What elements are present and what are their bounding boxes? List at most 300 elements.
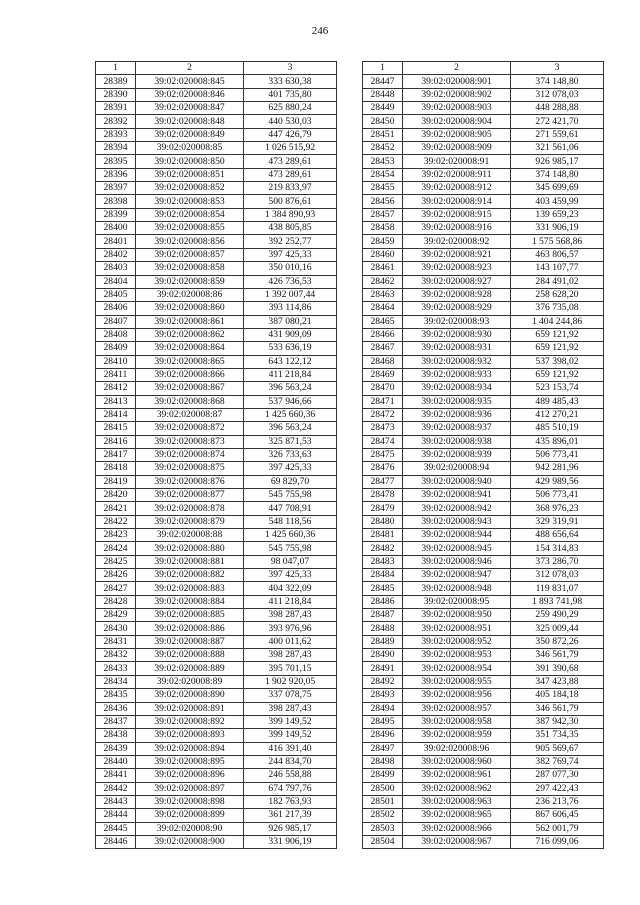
table-row [363, 515, 604, 528]
row-number-cell: 28405 [96, 288, 136, 301]
table-row [96, 489, 337, 502]
value-cell: 867 606,45 [511, 809, 604, 822]
value-cell: 350 010,16 [244, 262, 337, 275]
table-row [363, 75, 604, 88]
value-cell: 537 946,66 [244, 395, 337, 408]
value-cell: 926 985,17 [511, 155, 604, 168]
value-cell: 398 287,43 [244, 702, 337, 715]
value-cell: 350 872,26 [511, 635, 604, 648]
table-row [96, 595, 337, 608]
table-row [363, 822, 604, 835]
cadastral-number-cell: 39:02:020008:846 [136, 88, 244, 101]
row-number-cell: 28416 [96, 435, 136, 448]
row-number-cell: 28483 [363, 555, 403, 568]
row-number-cell: 28432 [96, 649, 136, 662]
cadastral-number-cell: 39:02:020008:86 [136, 288, 244, 301]
cadastral-number-cell: 39:02:020008:902 [403, 88, 511, 101]
cadastral-number-cell: 39:02:020008:923 [403, 262, 511, 275]
cadastral-number-cell: 39:02:020008:91 [403, 155, 511, 168]
cadastral-number-cell: 39:02:020008:854 [136, 208, 244, 221]
cadastral-number-cell: 39:02:020008:868 [136, 395, 244, 408]
cadastral-number-cell: 39:02:020008:935 [403, 395, 511, 408]
row-number-cell: 28497 [363, 742, 403, 755]
value-cell: 154 314,83 [511, 542, 604, 555]
cadastral-number-cell: 39:02:020008:889 [136, 662, 244, 675]
value-cell: 431 909,09 [244, 328, 337, 341]
row-number-cell: 28391 [96, 102, 136, 115]
row-number-cell: 28413 [96, 395, 136, 408]
value-cell: 391 390,68 [511, 662, 604, 675]
cadastral-number-cell: 39:02:020008:933 [403, 368, 511, 381]
column-header: 1 [363, 62, 403, 75]
value-cell: 382 769,74 [511, 755, 604, 768]
table-row [363, 502, 604, 515]
cadastral-number-cell: 39:02:020008:872 [136, 422, 244, 435]
row-number-cell: 28452 [363, 142, 403, 155]
cadastral-number-cell: 39:02:020008:878 [136, 502, 244, 515]
cadastral-number-cell: 39:02:020008:93 [403, 315, 511, 328]
table-row [363, 715, 604, 728]
table-row [96, 302, 337, 315]
row-number-cell: 28466 [363, 328, 403, 341]
row-number-cell: 28464 [363, 302, 403, 315]
row-number-cell: 28439 [96, 742, 136, 755]
row-number-cell: 28404 [96, 275, 136, 288]
table-row [96, 288, 337, 301]
cadastral-number-cell: 39:02:020008:928 [403, 288, 511, 301]
value-cell: 374 148,80 [511, 75, 604, 88]
table-row [363, 128, 604, 141]
value-cell: 489 485,43 [511, 395, 604, 408]
cadastral-number-cell: 39:02:020008:938 [403, 435, 511, 448]
cadastral-number-cell: 39:02:020008:914 [403, 195, 511, 208]
row-number-cell: 28498 [363, 755, 403, 768]
row-number-cell: 28470 [363, 382, 403, 395]
table-row [363, 529, 604, 542]
row-number-cell: 28453 [363, 155, 403, 168]
value-cell: 400 011,62 [244, 635, 337, 648]
cadastral-number-cell: 39:02:020008:945 [403, 542, 511, 555]
column-header: 2 [403, 62, 511, 75]
column-header: 3 [244, 62, 337, 75]
table-row [363, 222, 604, 235]
row-number-cell: 28472 [363, 408, 403, 421]
cadastral-number-cell: 39:02:020008:962 [403, 782, 511, 795]
row-number-cell: 28440 [96, 755, 136, 768]
cadastral-number-cell: 39:02:020008:877 [136, 489, 244, 502]
table-row [363, 262, 604, 275]
cadastral-number-cell: 39:02:020008:89 [136, 675, 244, 688]
value-cell: 548 118,56 [244, 515, 337, 528]
row-number-cell: 28493 [363, 689, 403, 702]
cadastral-number-cell: 39:02:020008:887 [136, 635, 244, 648]
table-row [363, 328, 604, 341]
cadastral-number-cell: 39:02:020008:955 [403, 675, 511, 688]
cadastral-number-cell: 39:02:020008:921 [403, 248, 511, 261]
cadastral-number-cell: 39:02:020008:950 [403, 609, 511, 622]
table-row [363, 675, 604, 688]
value-cell: 98 047,07 [244, 555, 337, 568]
value-cell: 346 561,79 [511, 702, 604, 715]
row-number-cell: 28454 [363, 168, 403, 181]
table-row [96, 769, 337, 782]
header-row [363, 62, 604, 75]
table-row [96, 195, 337, 208]
table-row [363, 582, 604, 595]
row-number-cell: 28488 [363, 622, 403, 635]
row-number-cell: 28436 [96, 702, 136, 715]
table-row [363, 408, 604, 421]
cadastral-number-cell: 39:02:020008:961 [403, 769, 511, 782]
value-cell: 545 755,98 [244, 542, 337, 555]
value-cell: 392 252,77 [244, 235, 337, 248]
row-number-cell: 28443 [96, 795, 136, 808]
value-cell: 545 755,98 [244, 489, 337, 502]
table-row [96, 622, 337, 635]
row-number-cell: 28446 [96, 835, 136, 848]
row-number-cell: 28425 [96, 555, 136, 568]
table-row [96, 408, 337, 421]
table-row [96, 755, 337, 768]
cadastral-number-cell: 39:02:020008:930 [403, 328, 511, 341]
cadastral-number-cell: 39:02:020008:845 [136, 75, 244, 88]
table-row [363, 195, 604, 208]
cadastral-number-cell: 39:02:020008:903 [403, 102, 511, 115]
value-cell: 438 805,85 [244, 222, 337, 235]
value-cell: 271 559,61 [511, 128, 604, 141]
row-number-cell: 28501 [363, 795, 403, 808]
value-cell: 143 107,77 [511, 262, 604, 275]
value-cell: 523 153,74 [511, 382, 604, 395]
table-row [363, 609, 604, 622]
cadastral-number-cell: 39:02:020008:884 [136, 595, 244, 608]
table-row [96, 569, 337, 582]
table-row [363, 569, 604, 582]
value-cell: 397 425,33 [244, 462, 337, 475]
row-number-cell: 28427 [96, 582, 136, 595]
table-row [363, 155, 604, 168]
row-number-cell: 28445 [96, 822, 136, 835]
table-row [363, 208, 604, 221]
row-number-cell: 28485 [363, 582, 403, 595]
value-cell: 297 422,43 [511, 782, 604, 795]
row-number-cell: 28442 [96, 782, 136, 795]
value-cell: 659 121,92 [511, 342, 604, 355]
cadastral-number-cell: 39:02:020008:96 [403, 742, 511, 755]
table-row [96, 515, 337, 528]
row-number-cell: 28484 [363, 569, 403, 582]
cadastral-number-cell: 39:02:020008:90 [136, 822, 244, 835]
value-cell: 387 080,21 [244, 315, 337, 328]
value-cell: 361 217,39 [244, 809, 337, 822]
table-row [363, 769, 604, 782]
value-cell: 244 834,70 [244, 755, 337, 768]
table-row [96, 822, 337, 835]
page-number: 246 [311, 25, 329, 37]
cadastral-number-cell: 39:02:020008:864 [136, 342, 244, 355]
row-number-cell: 28456 [363, 195, 403, 208]
table-row [363, 635, 604, 648]
table-row [96, 422, 337, 435]
table-row [96, 715, 337, 728]
row-number-cell: 28411 [96, 368, 136, 381]
table-row [96, 475, 337, 488]
row-number-cell: 28458 [363, 222, 403, 235]
table-row [363, 182, 604, 195]
row-number-cell: 28469 [363, 368, 403, 381]
table-row [96, 115, 337, 128]
row-number-cell: 28480 [363, 515, 403, 528]
row-number-cell: 28414 [96, 408, 136, 421]
row-number-cell: 28486 [363, 595, 403, 608]
cadastral-number-cell: 39:02:020008:954 [403, 662, 511, 675]
value-cell: 374 148,80 [511, 168, 604, 181]
table-row [96, 222, 337, 235]
table-row [96, 609, 337, 622]
value-cell: 1 026 515,92 [244, 142, 337, 155]
value-cell: 506 773,41 [511, 448, 604, 461]
value-cell: 397 425,33 [244, 569, 337, 582]
cadastral-number-cell: 39:02:020008:883 [136, 582, 244, 595]
row-number-cell: 28389 [96, 75, 136, 88]
value-cell: 488 656,64 [511, 529, 604, 542]
cadastral-number-cell: 39:02:020008:953 [403, 649, 511, 662]
value-cell: 643 122,12 [244, 355, 337, 368]
cadastral-number-cell: 39:02:020008:882 [136, 569, 244, 582]
row-number-cell: 28482 [363, 542, 403, 555]
value-cell: 312 078,03 [511, 88, 604, 101]
value-cell: 1 384 890,93 [244, 208, 337, 221]
table-row [363, 448, 604, 461]
table-row [96, 582, 337, 595]
cadastral-number-cell: 39:02:020008:874 [136, 448, 244, 461]
row-number-cell: 28467 [363, 342, 403, 355]
row-number-cell: 28450 [363, 115, 403, 128]
table-row [96, 555, 337, 568]
value-cell: 347 423,88 [511, 675, 604, 688]
row-number-cell: 28434 [96, 675, 136, 688]
value-cell: 331 906,19 [511, 222, 604, 235]
row-number-cell: 28435 [96, 689, 136, 702]
row-number-cell: 28426 [96, 569, 136, 582]
cadastral-number-cell: 39:02:020008:851 [136, 168, 244, 181]
value-cell: 393 114,86 [244, 302, 337, 315]
table-row [363, 835, 604, 848]
value-cell: 397 425,33 [244, 248, 337, 261]
value-cell: 326 733,63 [244, 448, 337, 461]
table-row [96, 208, 337, 221]
row-number-cell: 28399 [96, 208, 136, 221]
value-cell: 246 558,88 [244, 769, 337, 782]
value-cell: 139 659,23 [511, 208, 604, 221]
row-number-cell: 28400 [96, 222, 136, 235]
row-number-cell: 28481 [363, 529, 403, 542]
value-cell: 448 288,88 [511, 102, 604, 115]
row-number-cell: 28418 [96, 462, 136, 475]
value-cell: 463 806,57 [511, 248, 604, 261]
value-cell: 321 561,06 [511, 142, 604, 155]
value-cell: 236 213,76 [511, 795, 604, 808]
table-row [96, 835, 337, 848]
value-cell: 416 391,40 [244, 742, 337, 755]
table-row [363, 795, 604, 808]
table-body-right [363, 75, 604, 849]
row-number-cell: 28502 [363, 809, 403, 822]
cadastral-number-cell: 39:02:020008:911 [403, 168, 511, 181]
row-number-cell: 28475 [363, 448, 403, 461]
row-number-cell: 28471 [363, 395, 403, 408]
cadastral-number-cell: 39:02:020008:957 [403, 702, 511, 715]
row-number-cell: 28487 [363, 609, 403, 622]
value-cell: 435 896,01 [511, 435, 604, 448]
row-number-cell: 28491 [363, 662, 403, 675]
cadastral-number-cell: 39:02:020008:965 [403, 809, 511, 822]
value-cell: 393 976,96 [244, 622, 337, 635]
table-row [363, 275, 604, 288]
row-number-cell: 28499 [363, 769, 403, 782]
header-row [96, 62, 337, 75]
row-number-cell: 28451 [363, 128, 403, 141]
table-row [96, 502, 337, 515]
row-number-cell: 28474 [363, 435, 403, 448]
value-cell: 333 630,38 [244, 75, 337, 88]
value-cell: 399 149,52 [244, 715, 337, 728]
value-cell: 562 001,79 [511, 822, 604, 835]
row-number-cell: 28459 [363, 235, 403, 248]
value-cell: 325 009,44 [511, 622, 604, 635]
value-cell: 1 392 007,44 [244, 288, 337, 301]
cadastral-number-cell: 39:02:020008:867 [136, 382, 244, 395]
row-number-cell: 28409 [96, 342, 136, 355]
table-row [96, 328, 337, 341]
cadastral-number-cell: 39:02:020008:963 [403, 795, 511, 808]
cadastral-number-cell: 39:02:020008:947 [403, 569, 511, 582]
table-body-left [96, 75, 337, 849]
value-cell: 287 077,30 [511, 769, 604, 782]
cadastral-number-cell: 39:02:020008:956 [403, 689, 511, 702]
cadastral-number-cell: 39:02:020008:937 [403, 422, 511, 435]
cadastral-number-cell: 39:02:020008:942 [403, 502, 511, 515]
value-cell: 1 425 660,36 [244, 529, 337, 542]
value-cell: 1 902 920,05 [244, 675, 337, 688]
cadastral-number-cell: 39:02:020008:892 [136, 715, 244, 728]
row-number-cell: 28449 [363, 102, 403, 115]
row-number-cell: 28444 [96, 809, 136, 822]
table-row [363, 809, 604, 822]
value-cell: 182 763,93 [244, 795, 337, 808]
table-row [96, 448, 337, 461]
row-number-cell: 28412 [96, 382, 136, 395]
row-number-cell: 28417 [96, 448, 136, 461]
cadastral-number-cell: 39:02:020008:873 [136, 435, 244, 448]
table-row [96, 742, 337, 755]
cadastral-number-cell: 39:02:020008:85 [136, 142, 244, 155]
row-number-cell: 28460 [363, 248, 403, 261]
cadastral-number-cell: 39:02:020008:880 [136, 542, 244, 555]
row-number-cell: 28496 [363, 729, 403, 742]
value-cell: 473 289,61 [244, 155, 337, 168]
value-cell: 659 121,92 [511, 328, 604, 341]
table-row [363, 555, 604, 568]
value-cell: 396 563,24 [244, 422, 337, 435]
value-cell: 1 425 660,36 [244, 408, 337, 421]
row-number-cell: 28437 [96, 715, 136, 728]
row-number-cell: 28422 [96, 515, 136, 528]
row-number-cell: 28477 [363, 475, 403, 488]
row-number-cell: 28393 [96, 128, 136, 141]
table-row [363, 248, 604, 261]
table-row [96, 435, 337, 448]
table-row [363, 702, 604, 715]
cadastral-number-cell: 39:02:020008:941 [403, 489, 511, 502]
data-table-right [362, 61, 604, 849]
value-cell: 1 893 741,98 [511, 595, 604, 608]
value-cell: 376 735,08 [511, 302, 604, 315]
value-cell: 219 833,97 [244, 182, 337, 195]
table-row [96, 702, 337, 715]
value-cell: 401 735,80 [244, 88, 337, 101]
cadastral-number-cell: 39:02:020008:848 [136, 115, 244, 128]
row-number-cell: 28478 [363, 489, 403, 502]
value-cell: 272 421,70 [511, 115, 604, 128]
row-number-cell: 28390 [96, 88, 136, 101]
cadastral-number-cell: 39:02:020008:888 [136, 649, 244, 662]
table-row [96, 462, 337, 475]
row-number-cell: 28465 [363, 315, 403, 328]
table-row [96, 649, 337, 662]
table-row [96, 275, 337, 288]
value-cell: 368 976,23 [511, 502, 604, 515]
value-cell: 716 099,06 [511, 835, 604, 848]
table-row [363, 382, 604, 395]
cadastral-number-cell: 39:02:020008:881 [136, 555, 244, 568]
cadastral-number-cell: 39:02:020008:879 [136, 515, 244, 528]
table-row [363, 355, 604, 368]
cadastral-number-cell: 39:02:020008:912 [403, 182, 511, 195]
cadastral-number-cell: 39:02:020008:890 [136, 689, 244, 702]
table-row [363, 435, 604, 448]
cadastral-number-cell: 39:02:020008:898 [136, 795, 244, 808]
row-number-cell: 28407 [96, 315, 136, 328]
column-header: 2 [136, 62, 244, 75]
cadastral-number-cell: 39:02:020008:899 [136, 809, 244, 822]
value-cell: 119 831,07 [511, 582, 604, 595]
table-row [96, 382, 337, 395]
value-cell: 429 989,56 [511, 475, 604, 488]
value-cell: 337 078,75 [244, 689, 337, 702]
cadastral-number-cell: 39:02:020008:936 [403, 408, 511, 421]
row-number-cell: 28447 [363, 75, 403, 88]
table-row [96, 88, 337, 101]
data-table-left [95, 61, 337, 849]
row-number-cell: 28473 [363, 422, 403, 435]
value-cell: 473 289,61 [244, 168, 337, 181]
row-number-cell: 28495 [363, 715, 403, 728]
cadastral-number-cell: 39:02:020008:847 [136, 102, 244, 115]
row-number-cell: 28462 [363, 275, 403, 288]
table-row [363, 422, 604, 435]
table-row [96, 368, 337, 381]
value-cell: 412 270,21 [511, 408, 604, 421]
column-header: 3 [511, 62, 604, 75]
value-cell: 500 876,61 [244, 195, 337, 208]
cadastral-number-cell: 39:02:020008:896 [136, 769, 244, 782]
row-number-cell: 28490 [363, 649, 403, 662]
value-cell: 1 404 244,86 [511, 315, 604, 328]
cadastral-number-cell: 39:02:020008:952 [403, 635, 511, 648]
table-row [363, 689, 604, 702]
value-cell: 440 530,03 [244, 115, 337, 128]
